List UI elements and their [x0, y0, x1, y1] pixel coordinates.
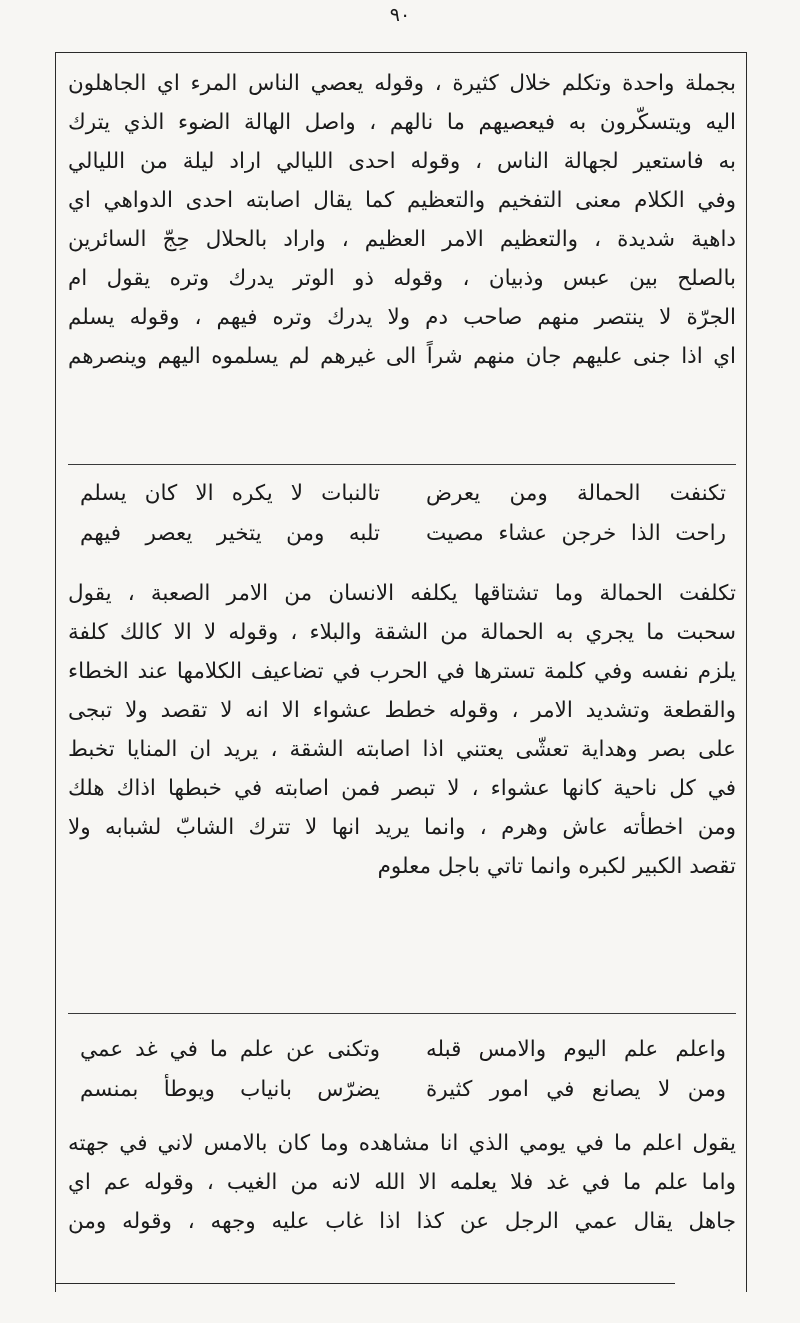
commentary-block-1 [68, 64, 736, 376]
text-line: تكلفت الحمالة وما تشتاقها يكلفه الانسان من الامر الصعبة ، يقول [68, 581, 736, 606]
text-line: اي اذا جنى عليهم جان منهم شراً الى غيرهم لم يسلموه اليهم وينصرهم [68, 344, 736, 369]
second-hemistich: تلبه ومن يتخير يعصر فيهم [80, 521, 380, 546]
text-line: يقول اعلم ما في يومي الذي انا مشاهده وما كان بالامس لاني في جهته [68, 1131, 736, 1156]
text-line: داهية شديدة ، والتعظيم الامر العظيم ، واراد بالحلال حِجّ السائرين [68, 227, 736, 252]
text-line: على بصر وهداية تعشّى يعتني اذا اصابته الشقة ، يريد ان المنايا تخبط [68, 737, 736, 762]
text-line: واما علم ما في غد فلا يعلمه الا الله لانه من الغيب ، وقوله عم اي [68, 1170, 736, 1195]
text-line: وفي الكلام معنى التفخيم والتعظيم كما يقال اصابته احدى الدواهي اي [68, 188, 736, 213]
section-divider [68, 464, 736, 465]
text-line: تقصد الكبير لكبره وانما تاتي باجل معلوم [377, 854, 736, 879]
verse-line [80, 514, 726, 554]
second-hemistich: وتكنى عن علم ما في غد عمي [80, 1037, 380, 1062]
text-line: يلزم نفسه وفي كلمة تسترها في الحرب في تضاعيف الكلامها عند الخطاء [68, 659, 736, 684]
first-hemistich: ومن لا يصانع في امور كثيرة [426, 1077, 726, 1102]
commentary-block-3 [68, 1124, 736, 1241]
verse-line [80, 1070, 726, 1110]
frame-bottom-rule [55, 1283, 675, 1284]
text-line: سحبت ما يجري به الحمالة من الشقة والبلاء ، وقوله لا الا كالك كلفة [68, 620, 736, 645]
commentary-block-2 [68, 574, 736, 886]
text-line: به فاستعير لجهالة الناس ، وقوله احدى الليالي اراد ليلة من الليالي [68, 149, 736, 174]
second-hemistich: تالنبات لا يكره الا كان يسلم [80, 481, 380, 506]
verse-line [80, 1030, 726, 1070]
second-hemistich: يضرّس بانياب ويوطأ بمنسم [80, 1077, 380, 1102]
text-line: بالصلح بين عبس وذبيان ، وقوله ذو الوتر يدرك وتره يقول ام [68, 266, 736, 291]
section-divider [68, 1013, 736, 1014]
page-number: ٩٠ [389, 4, 411, 26]
first-hemistich: واعلم علم اليوم والامس قبله [426, 1037, 726, 1062]
text-line: بجملة واحدة وتكلم خلال كثيرة ، وقوله يعصي الناس المرء اي الجاهلون [68, 71, 736, 96]
first-hemistich: راحت الذا خرجن عشاء مصيت [426, 521, 726, 546]
verse-block-2 [80, 1030, 726, 1110]
first-hemistich: تكنفت الحمالة ومن يعرض [426, 481, 726, 506]
verse-line [80, 474, 726, 514]
text-line: جاهل يقال عمي الرجل عن كذا اذا غاب عليه وجهه ، وقوله ومن [68, 1209, 736, 1234]
verse-block-1 [80, 474, 726, 554]
text-line: ومن اخطأته عاش وهرم ، وانما يريد انها لا تترك الشابّ لشبابه ولا [68, 815, 736, 840]
text-line: الجرّة لا ينتصر منهم صاحب دم ولا يدرك وتره فيهم ، وقوله يسلم [68, 305, 736, 330]
text-line: والقطعة وتشديد الامر ، وقوله خطط عشواء الا انه لا تقصد ولا تبجى [68, 698, 736, 723]
text-line: اليه ويتسكّرون به فيعصيهم ما نالهم ، واصل الهالة الضوء الذي يترك [68, 110, 736, 135]
text-line: في كل ناحية كانها عشواء ، لا تبصر فمن اصابته في خبطها اذاك هلك [68, 776, 736, 801]
